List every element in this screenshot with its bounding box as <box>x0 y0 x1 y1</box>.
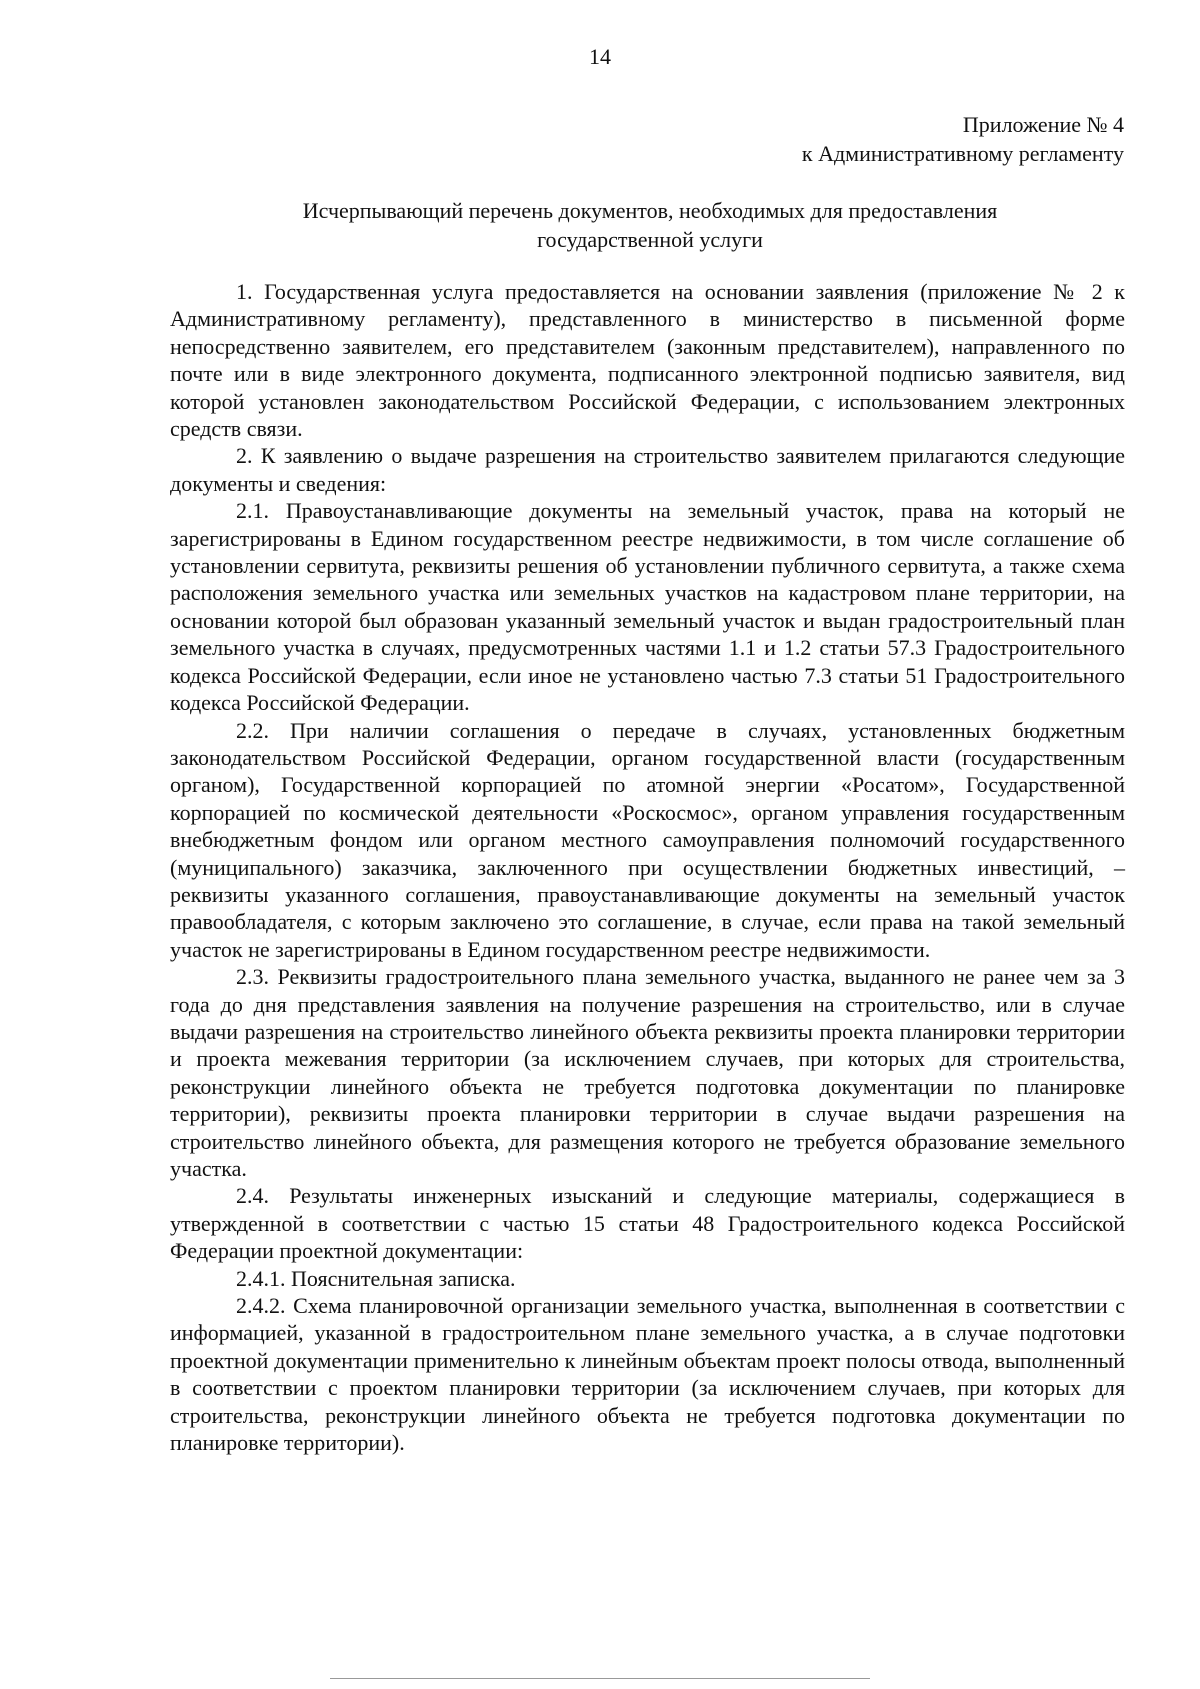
paragraph-2-4: 2.4. Результаты инженерных изысканий и следующие материалы, содержащиеся в утвержденной в соответствии с частью 15 статьи 48 Градостроительного кодекса Российской Федерации проектной документации: <box>170 1183 1125 1264</box>
paragraph-2-4-1: 2.4.1. Пояснительная записка. <box>236 1265 516 1291</box>
appendix-number: Приложение № 4 <box>962 112 1124 137</box>
document-body <box>170 278 1125 1456</box>
document-title <box>170 196 1130 254</box>
document-title-line-2: государственной услуги <box>537 227 763 252</box>
paragraph-2-3: 2.3. Реквизиты градостроительного плана земельного участка, выданного не ранее чем за 3 года до дня представления заявления на получение разрешения на строительство, или в случае выдачи разрешения на строительство линейного объекта реквизиты проекта планировки территории и проекта межевания территории (за исключением случаев, при которых для строительства, реконструкции линейного объекта не требуется подготовка документации по планировке территории), реквизиты проекта планировки территории в случае выдачи разрешения на строительство линейного объекта, для размещения которого не требуется образование земельного участка. <box>170 964 1125 1181</box>
paragraph-2: 2. К заявлению о выдаче разрешения на строительство заявителем прилагаются следующие документы и сведения: <box>170 443 1125 496</box>
appendix-reference: к Административному регламенту <box>801 141 1124 166</box>
appendix-header <box>802 110 1124 168</box>
page-number: 14 <box>589 44 611 69</box>
document-title-line-1: Исчерпывающий перечень документов, необходимых для предоставления <box>302 198 998 223</box>
paragraph-2-2: 2.2. При наличии соглашения о передаче в случаях, установленных бюджетным законодательством Российской Федерации, органом государственной власти (государственным органом), Государственной корпорацией по атомной энергии «Росатом», Государственной корпорацией по космической деятельности «Роскосмос», органом управления государственным внебюджетным фондом или органом местного самоуправления полномочий государственного (муниципального) заказчика, заключенного при осуществлении бюджетных инвестиций, – реквизиты указанного соглашения, правоустанавливающие документы на земельный участок правообладателя, с которым заключено это соглашение, в случае, если права на такой земельный участок не зарегистрированы в Едином государственном реестре недвижимости. <box>170 717 1125 962</box>
paragraph-1: 1. Государственная услуга предоставляется на основании заявления (приложение № 2 к Административному регламенту), представленного в министерство в письменной форме непосредственно заявителем, его представителем (законным представителем), направленного по почте или в виде электронного документа, подписанного электронной подписью заявителя, вид которой установлен законодательством Российской Федерации, с использованием электронных средств связи. <box>170 279 1125 442</box>
paragraph-2-1: 2.1. Правоустанавливающие документы на земельный участок, права на который не зарегистрированы в Едином государственном реестре недвижимости, в том числе соглашение об установлении сервитута, реквизиты решения об установлении публичного сервитута, а также схема расположения земельного участка или земельных участков на кадастровом плане территории, на основании которой был образован указанный земельный участок и выдан градостроительный план земельного участка в случаях, предусмотренных частями 1.1 и 1.2 статьи 57.3 Градостроительного кодекса Российской Федерации, если иное не установлено частью 7.3 статьи 51 Градостроительного кодекса Российской Федерации. <box>170 498 1125 716</box>
paragraph-2-4-2: 2.4.2. Схема планировочной организации земельного участка, выполненная в соответствии с информацией, указанной в градостроительном плане земельного участка, а в случае подготовки проектной документации применительно к линейным объектам проект полосы отвода, выполненный в соответствии с проектом планировки территории (за исключением случаев, при которых для строительства, реконструкции линейного объекта не требуется подготовка документации по планировке территории). <box>170 1293 1125 1456</box>
footer-divider <box>330 1678 870 1679</box>
